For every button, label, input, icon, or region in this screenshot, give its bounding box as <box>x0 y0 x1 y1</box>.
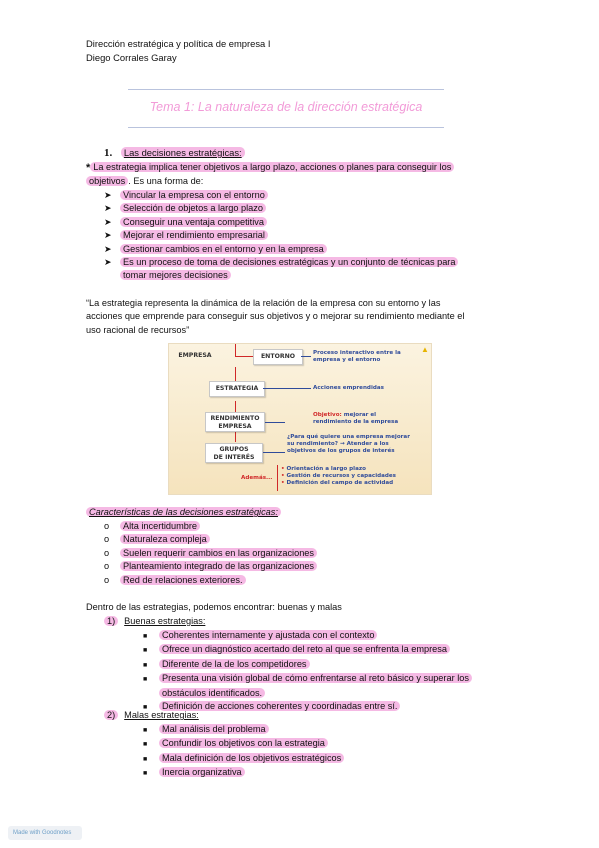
proceso-line: Proceso interactivo entre la <box>313 350 401 356</box>
asterisk-icon: * <box>86 162 91 174</box>
document-header <box>86 37 270 64</box>
square-bullet-icon: ■ <box>143 633 148 640</box>
circle-bullet-icon: o <box>104 561 110 572</box>
intro-paragraph <box>86 161 454 175</box>
quote-line: acciones que emprende para conseguir sus objetivos y o mejorar su rendimiento mediante el <box>86 311 465 322</box>
list-item: o Naturaleza compleja <box>104 533 317 546</box>
connector-line <box>263 388 311 389</box>
forma-list <box>104 189 458 283</box>
list-item-continuation: obstáculos identificados. <box>143 687 472 700</box>
list-item: o Red de relaciones exteriores. <box>104 574 317 587</box>
acciones-text: Acciones emprendidas <box>313 385 384 391</box>
buenas-list <box>143 629 472 714</box>
course-name: Dirección estratégica y política de empresa I <box>86 38 271 49</box>
malas-list <box>143 723 344 781</box>
circle-bullet-icon: o <box>104 574 110 585</box>
pregunta-line: su rendimiento? → Atender a los <box>287 440 389 447</box>
proceso-line: empresa y el entorno <box>313 356 381 363</box>
square-bullet-icon: ■ <box>143 661 148 669</box>
connector-line <box>235 432 236 442</box>
circle-bullet-icon: o <box>104 547 110 558</box>
square-bullet-icon: ■ <box>143 647 148 655</box>
caracteristicas-list <box>104 520 317 587</box>
rendimiento-line: RENDIMIENTO <box>210 415 260 422</box>
list-item: ➤ Vincular la empresa con el entorno <box>104 189 458 202</box>
title-rule-bottom <box>128 127 444 128</box>
list-item: o Planteamiento integrado de las organizaciones <box>104 560 317 573</box>
list-item: ➤ Es un proceso de toma de decisiones estratégicas y un conjunto de técnicas para <box>104 256 458 269</box>
objetivo-line: rendimiento de la empresa <box>313 418 399 425</box>
connector-line <box>263 452 285 453</box>
author-name: Diego Corrales Garay <box>86 51 177 63</box>
list-item: ■ Inercia organizativa <box>143 766 344 780</box>
arrow-bullet-icon: ➤ <box>104 203 112 214</box>
objetivo-text <box>313 412 398 426</box>
entorno-box: ENTORNO <box>253 349 303 365</box>
square-bullet-icon: ■ <box>143 755 148 763</box>
objetivo-rest: mejorar el <box>343 412 377 418</box>
connector-line <box>301 356 311 357</box>
list-item-continuation: tomar mejores decisiones <box>104 269 458 282</box>
rendimiento-line: EMPRESA <box>218 423 252 430</box>
list-item: ■ Coherentes internamente y ajustada con el contexto <box>143 629 472 643</box>
ademas-item: Orientación a largo plazo <box>286 466 366 472</box>
buenas-label: Buenas estrategias: <box>124 616 206 626</box>
list-item: ■ Presenta una visión global de cómo enfrentarse al reto básico y superar los <box>143 672 472 686</box>
malas-label: Malas estrategias: <box>124 710 199 720</box>
goodnotes-watermark: Made with Goodnotes <box>8 826 82 840</box>
list-item: ■ Ofrece un diagnóstico acertado del reto al que se enfrenta la empresa <box>143 643 472 657</box>
strategy-diagram <box>168 343 432 495</box>
pregunta-line: objetivos de los grupos de interés <box>287 447 395 454</box>
section-title: Las decisiones estratégicas: <box>121 147 245 158</box>
square-bullet-icon: ■ <box>143 676 148 684</box>
square-bullet-icon: ■ <box>143 741 148 749</box>
square-bullet-icon: ■ <box>143 770 148 778</box>
section-heading <box>104 146 245 160</box>
intro-line-1: La estrategia implica tener objetivos a largo plazo, acciones o planes para conseguir los <box>90 162 454 172</box>
empresa-box: EMPRESA <box>178 352 212 359</box>
intro-rest: . Es una forma de: <box>128 176 204 186</box>
intro-objetivos: objetivos <box>86 176 128 186</box>
circle-bullet-icon: o <box>104 521 110 531</box>
quote-line: “La estrategia representa la dinámica de la relación de la empresa con su entorno y las <box>86 298 441 308</box>
malas-heading <box>104 709 199 722</box>
list-item: ➤ Selección de objetos a largo plazo <box>104 202 458 215</box>
ademas-label: Además... <box>241 475 273 481</box>
arrow-bullet-icon: ➤ <box>104 216 112 227</box>
list-item: o Alta incertidumbre <box>104 520 317 533</box>
intro-line-2 <box>86 175 203 188</box>
square-bullet-icon: ■ <box>143 727 148 734</box>
list-item: o Suelen requerir cambios en las organizaciones <box>104 547 317 560</box>
ademas-list: • Orientación a largo plazo • Gestión de recursos y capacidades • Definición del campo de actividad <box>281 466 397 486</box>
estrategia-box: ESTRATEGIA <box>209 381 265 397</box>
quote-paragraph <box>86 297 464 337</box>
rendimiento-box <box>205 412 265 432</box>
arrow-bullet-icon: ➤ <box>104 230 112 241</box>
connector-line <box>265 422 285 423</box>
pregunta-line: ¿Para qué quiere una empresa mejorar <box>287 434 410 440</box>
circle-bullet-icon: o <box>104 534 110 545</box>
connector-line <box>235 367 236 381</box>
square-bullet-icon: ■ <box>143 704 148 712</box>
list-item: ■ Mal análisis del problema <box>143 723 344 737</box>
list-item: ➤ Conseguir una ventaja competitiva <box>104 216 458 229</box>
list-item: ■ Mala definición de los objetivos estratégicos <box>143 752 344 766</box>
warning-icon: ▲ <box>421 345 429 354</box>
ademas-item: Gestión de recursos y capacidades <box>286 472 397 479</box>
malas-number: 2) <box>104 710 118 720</box>
brace-line <box>277 465 278 491</box>
arrow-bullet-icon: ➤ <box>104 190 112 200</box>
pregunta-text <box>287 434 410 454</box>
quote-line: uso racional de recursos” <box>86 324 190 335</box>
arrow-bullet-icon: ➤ <box>104 243 112 254</box>
arrow-bullet-icon: ➤ <box>104 257 112 268</box>
title-rule-top <box>128 89 444 90</box>
list-item: ➤ Gestionar cambios en el entorno y en la empresa <box>104 243 458 256</box>
list-item: ➤ Mejorar el rendimiento empresarial <box>104 229 458 242</box>
grupos-line: DE INTERÉS <box>213 454 255 461</box>
page-title: Tema 1: La naturaleza de la dirección estratégica <box>149 100 423 114</box>
grupos-box <box>205 443 263 463</box>
connector-line <box>235 401 236 412</box>
ademas-item: Definición del campo de actividad <box>286 479 394 486</box>
estrategias-intro: Dentro de las estrategias, podemos encontrar: buenas y malas <box>86 602 342 612</box>
objetivo-label: Objetivo: <box>313 412 342 418</box>
caracteristicas-heading <box>86 506 281 519</box>
grupos-line: GRUPOS <box>219 446 249 453</box>
buenas-heading <box>104 615 205 628</box>
connector-line <box>235 344 236 356</box>
list-item: ■ Confundir los objetivos con la estrategia <box>143 737 344 751</box>
proceso-text <box>313 350 401 364</box>
section-number: 1. <box>104 147 113 159</box>
list-item: ■ Definición de acciones coherentes y coordinadas entre sí. <box>143 700 472 714</box>
list-item: ■ Diferente de la de los competidores <box>143 658 472 672</box>
buenas-number: 1) <box>104 616 118 626</box>
caracteristicas-title: Características de las decisiones estratégicas: <box>86 507 281 517</box>
